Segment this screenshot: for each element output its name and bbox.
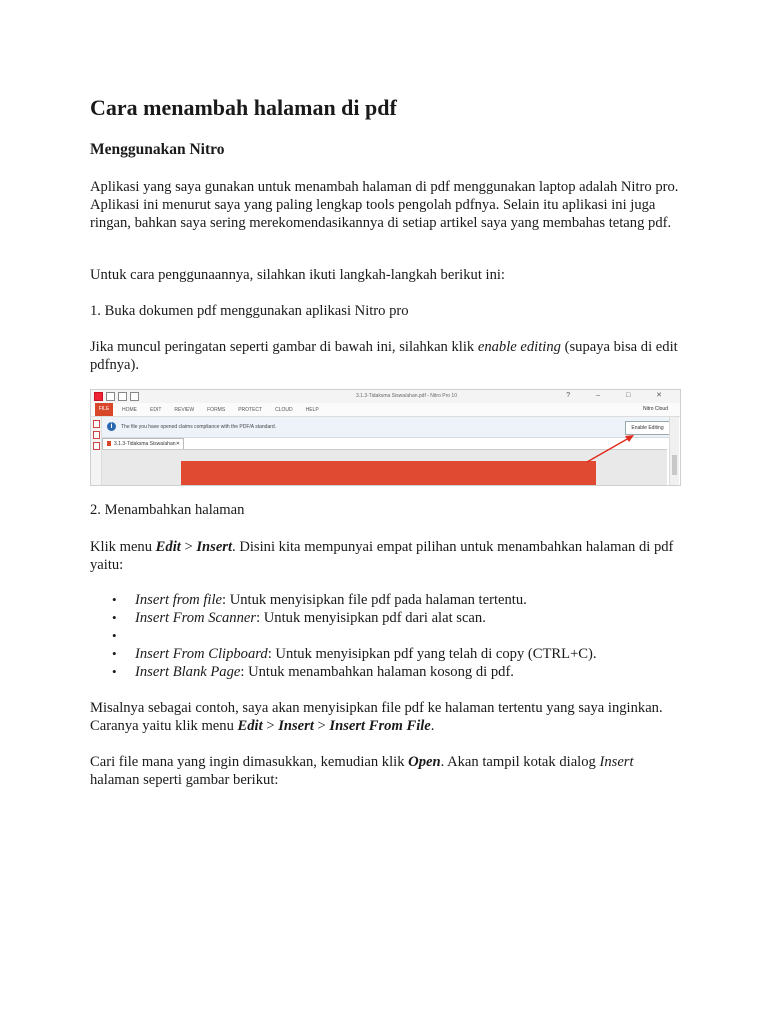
menu-text-pre: Klik menu — [90, 539, 156, 555]
pdf-file-icon — [107, 441, 111, 446]
nitro-logo-icon — [94, 392, 103, 401]
insert-from-file-term: Insert From File — [329, 718, 431, 734]
close-icon: ✕ — [175, 441, 180, 447]
page-title: Cara menambah halaman di pdf — [90, 95, 397, 120]
pdfa-banner — [102, 417, 672, 438]
menu-paragraph — [90, 538, 680, 574]
pages-icon — [93, 420, 100, 428]
scrollbar-thumb — [672, 455, 677, 475]
info-icon: i — [107, 422, 116, 431]
ribbon-tab-help: HELP — [305, 407, 319, 413]
enable-editing-term: enable editing — [477, 339, 561, 355]
section-heading: Menggunakan Nitro — [90, 141, 225, 158]
insert-menu-term: Insert — [196, 539, 233, 555]
document-canvas — [102, 449, 667, 486]
ribbon-tab-cloud: CLOUD — [275, 407, 293, 413]
list-item — [90, 663, 597, 681]
menu-separator: > — [180, 539, 197, 555]
separator-2: > — [313, 718, 330, 734]
print-icon — [130, 392, 139, 401]
intro-paragraph: Aplikasi yang saya gunakan untuk menambah halaman di pdf menggunakan laptop adalah Nitro pro. Aplikasi ini menurut saya yang paling lengkap tools pengolah pdfnya. Selain itu aplikasi ini juga ringan, bahkan saya sering merekomendasikannya di setiap artikel saya yang membahas tetang pdf. — [90, 179, 679, 231]
quick-access-toolbar — [94, 392, 139, 401]
ribbon-tab-review: REVIEW — [174, 407, 195, 413]
bookmarks-icon — [93, 431, 100, 439]
save-icon — [118, 392, 127, 401]
attachments-icon — [93, 442, 100, 450]
screenshot-window-title: 3.1.3-Tidaksma Siswa/ahan.pdf - Nitro Pro 10 — [356, 393, 457, 399]
example-text-end: . — [430, 718, 435, 734]
list-item — [90, 645, 597, 663]
insert-dialog-term: Insert — [599, 754, 634, 770]
file-tab: FILE — [95, 403, 113, 416]
ribbon-tab-protect: PROTECT — [238, 407, 263, 413]
insert-options-list — [90, 591, 597, 681]
separator-1: > — [262, 718, 279, 734]
ribbon-tab-edit: EDIT — [150, 407, 162, 413]
screenshot-sidebar — [91, 417, 102, 485]
warning-paragraph — [90, 338, 680, 374]
menu-text-post: . Disini kita mempunyai empat pilihan untuk menambahkan halaman di pdf yaitu: — [90, 539, 674, 573]
window-controls: ? – □ ✕ — [566, 392, 674, 399]
final-text-mid: . Akan tampil kotak dialog — [440, 754, 600, 770]
option-desc: : Untuk menyisipkan pdf dari alat scan. — [256, 610, 486, 626]
nitro-screenshot — [90, 389, 681, 486]
example-text-pre: Misalnya sebagai contoh, saya akan menyisipkan file pdf ke halaman tertentu yang saya inginkan. Caranya yaitu klik menu — [90, 700, 663, 734]
warning-text-post: (supaya bisa di edit pdfnya). — [90, 339, 678, 373]
screenshot-titlebar — [91, 390, 680, 403]
banner-text: The file you have opened claims compliance with the PDF/A standard. — [121, 424, 277, 430]
list-item — [90, 609, 597, 627]
option-desc: : Untuk menambahkan halaman kosong di pdf. — [240, 664, 514, 680]
document-tab — [102, 438, 184, 449]
option-desc: : Untuk menyisipkan pdf yang telah di copy (CTRL+C). — [267, 646, 597, 662]
ribbon-tab-forms: FORMS — [207, 407, 226, 413]
document-tab-label: 3.1.3-Tidaksma Siswa/ahan — [114, 441, 176, 447]
final-text-pre: Cari file mana yang ingin dimasukkan, kemudian klik — [90, 754, 409, 770]
open-term: Open — [408, 754, 441, 770]
option-desc: : Untuk menyisipkan file pdf pada halaman tertentu. — [222, 592, 527, 608]
list-item — [90, 591, 597, 609]
option-name: Insert From Clipboard — [135, 646, 268, 662]
enable-editing-button: Enable Editing — [625, 421, 670, 435]
option-name: Insert From Scanner — [135, 610, 257, 626]
user-label: Nitro Cloud — [642, 406, 668, 412]
warning-text-pre: Jika muncul peringatan seperti gambar di bawah ini, silahkan klik — [90, 339, 478, 355]
final-paragraph — [90, 753, 680, 789]
insert-term: Insert — [278, 718, 314, 734]
pdf-page-preview — [181, 461, 596, 486]
screenshot-ribbon — [91, 403, 680, 417]
step-2: 2. Menambahkan halaman — [90, 502, 245, 518]
edit-menu-term: Edit — [155, 539, 181, 555]
screenshot-scrollbar — [669, 417, 679, 485]
example-paragraph — [90, 699, 680, 735]
ribbon-tab-home: HOME — [122, 407, 137, 413]
final-text-post: halaman seperti gambar berikut: — [90, 772, 279, 788]
list-item-empty — [90, 627, 597, 645]
option-name: Insert Blank Page — [135, 664, 241, 680]
step-1: 1. Buka dokumen pdf menggunakan aplikasi Nitro pro — [90, 303, 409, 319]
edit-term: Edit — [237, 718, 263, 734]
ribbon-tabs — [122, 407, 319, 413]
open-icon — [106, 392, 115, 401]
howto-paragraph: Untuk cara penggunaannya, silahkan ikuti langkah-langkah berikut ini: — [90, 267, 505, 283]
option-name: Insert from file — [135, 592, 223, 608]
